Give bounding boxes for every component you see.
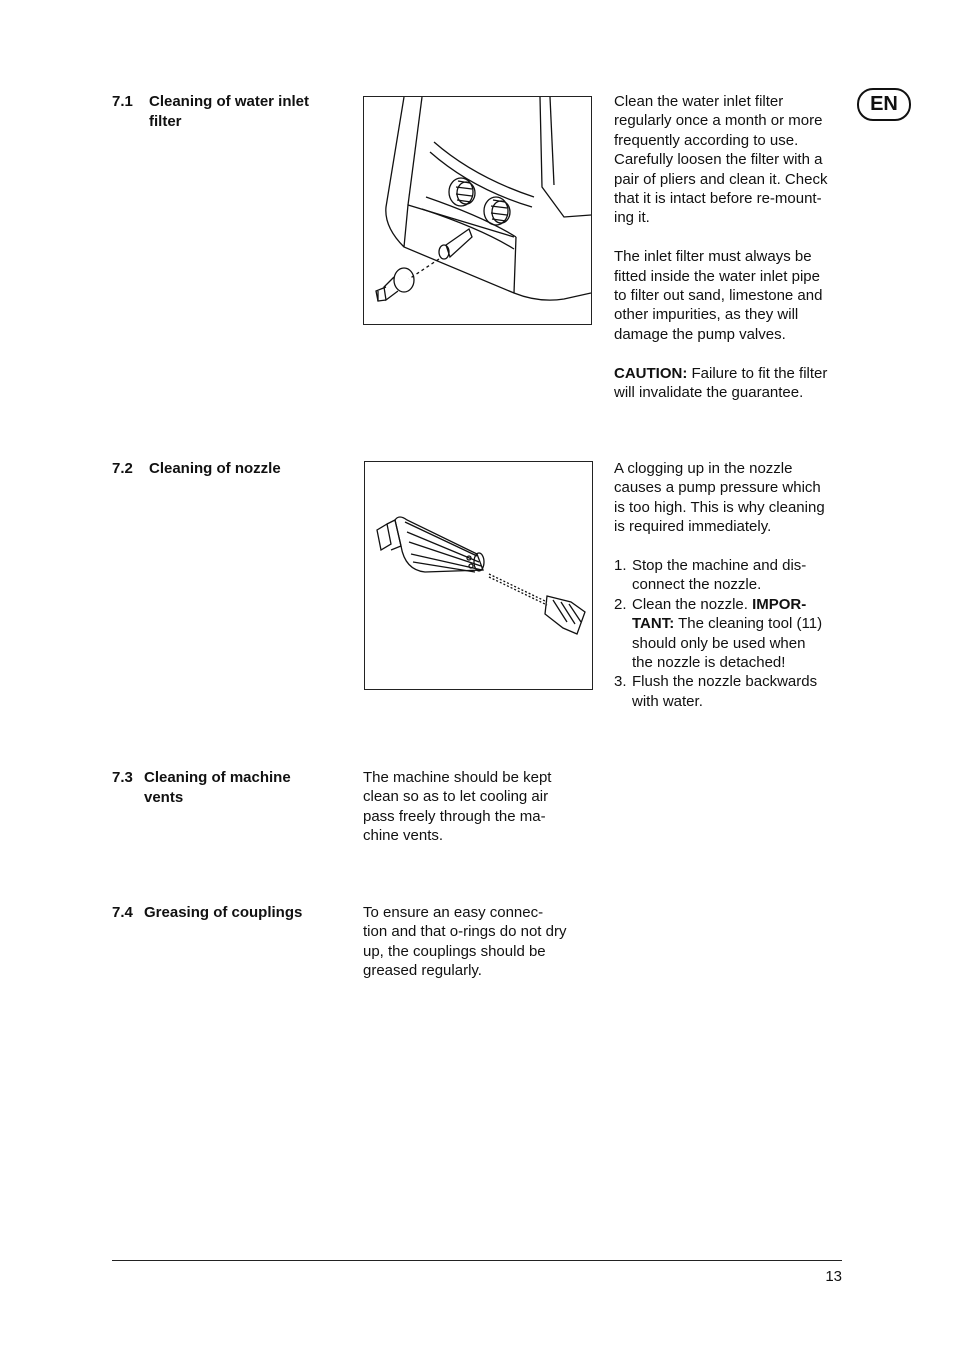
section-title: Cleaning of machine vents <box>144 769 291 806</box>
machine-inlet-illustration <box>364 97 591 324</box>
nozzle-figure <box>364 461 593 690</box>
caution-label: CAUTION: <box>614 364 688 382</box>
nozzle-cleaning-illustration <box>365 462 592 689</box>
section-7-1-text <box>614 92 850 402</box>
section-number: 7.3 <box>112 769 133 786</box>
cleaning-steps <box>614 556 850 711</box>
paragraph: A clogging up in the nozzle causes a pump pressure which is too high. This is why cleaning is required immediately. <box>614 460 825 536</box>
language-badge: EN <box>857 88 911 121</box>
list-item: 2. Clean the nozzle. IMPOR- TANT: The cleaning tool (11) should only be used when the nozzle is detached! <box>614 595 823 672</box>
section-title: Greasing of couplings <box>144 904 303 921</box>
section-7-3-text <box>363 768 599 846</box>
section-7-3-heading <box>112 768 352 808</box>
caution-note: CAUTION: Failure to fit the filter will invalidate the guarantee. <box>614 364 828 402</box>
list-item: 3. Flush the nozzle backwards with water. <box>614 673 818 710</box>
paragraph: The machine should be kept clean so as to let cooling air pass freely through the ma- chine vents. <box>363 769 552 845</box>
water-inlet-filter-figure <box>363 96 592 325</box>
section-7-2-heading <box>112 459 352 479</box>
section-7-4-text <box>363 903 599 981</box>
paragraph: Clean the water inlet filter regularly once a month or more frequently according to use. Carefully loosen the filter with a pair of pliers and clean it. Check that it is intact before re-mount- ing it. <box>614 93 828 227</box>
paragraph: The inlet filter must always be fitted inside the water inlet pipe to filter out sand, limestone and other impurities, as they will damage the pump valves. <box>614 248 823 343</box>
page-number: 13 <box>825 1268 842 1285</box>
section-7-4-heading <box>112 903 352 923</box>
section-number: 7.2 <box>112 460 133 477</box>
section-number: 7.4 <box>112 904 133 921</box>
section-number: 7.1 <box>112 93 133 110</box>
footer-rule <box>112 1260 842 1261</box>
list-item: 1. Stop the machine and dis- connect the nozzle. <box>614 557 807 594</box>
section-title: Cleaning of water inlet filter <box>149 93 310 130</box>
section-7-1-heading <box>112 92 352 132</box>
section-7-2-text <box>614 459 850 711</box>
paragraph: To ensure an easy connec- tion and that o-rings do not dry up, the couplings should be greased regularly. <box>363 904 567 980</box>
section-title: Cleaning of nozzle <box>149 460 281 477</box>
